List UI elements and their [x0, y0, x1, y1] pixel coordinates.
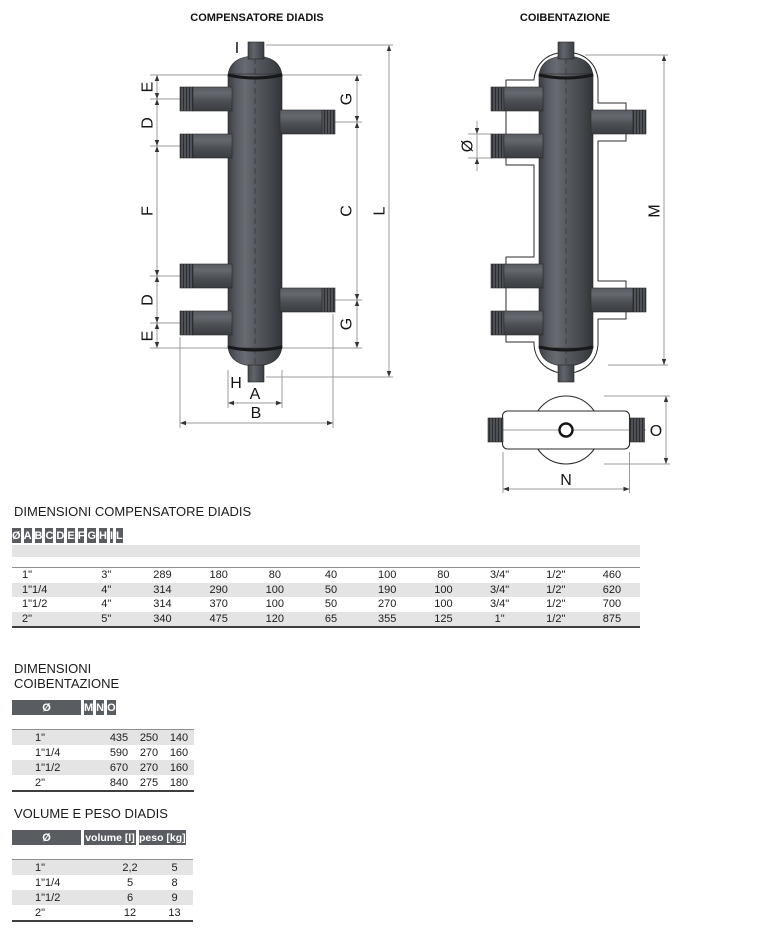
table-row — [12, 775, 194, 790]
table-cell: 6 — [126, 891, 134, 904]
column-header: C — [45, 529, 54, 542]
table-title: DIMENSIONI COIBENTAZIONE — [14, 661, 120, 691]
table-cell: 100 — [265, 583, 285, 596]
table-cell: 270 — [139, 746, 159, 759]
column-header: D — [56, 529, 65, 542]
label-a: A — [249, 386, 261, 403]
table-cell: 2" — [22, 612, 33, 625]
table-cell: 140 — [169, 731, 189, 744]
column-header: volume [l] — [85, 831, 135, 844]
column-header: B — [34, 529, 43, 542]
table-cell: 1"1/2 — [35, 761, 61, 774]
label-m: M — [646, 204, 664, 218]
table-cell: 100 — [378, 569, 397, 582]
table-cell: 50 — [324, 598, 338, 611]
table-cell: 3" — [101, 569, 112, 582]
table-cell: 4" — [101, 583, 112, 596]
table-cell: 1"1/4 — [22, 583, 48, 596]
table-cell: 670 — [109, 761, 129, 774]
table-cell: 250 — [139, 731, 159, 744]
table-cell: 4" — [101, 598, 112, 611]
table-header-row — [12, 700, 194, 715]
table-cell: 2" — [35, 906, 46, 919]
label-diameter: Ø — [459, 139, 477, 153]
table-cell: 2,2 — [122, 861, 138, 874]
table-cell: 340 — [153, 612, 172, 625]
column-header: Ø — [12, 529, 21, 542]
table-cell: 700 — [602, 598, 622, 611]
table-cell: 5" — [101, 612, 112, 625]
table-cell: 3/4" — [489, 598, 510, 611]
table-cell: 13 — [168, 906, 181, 919]
table-cell: 125 — [434, 612, 453, 625]
table-cell: 100 — [434, 583, 453, 596]
table-cell: 40 — [324, 569, 338, 582]
table-cell: 8 — [171, 876, 178, 889]
table-cell: 120 — [265, 612, 285, 625]
table-cell: 590 — [109, 746, 129, 759]
table-body — [12, 567, 640, 628]
table-cell: 290 — [209, 583, 228, 596]
table-cell: 1"1/4 — [35, 746, 61, 759]
label-f: F — [139, 206, 157, 216]
label-b: B — [250, 405, 262, 422]
table-cell: 2" — [35, 776, 46, 789]
label-o: O — [649, 423, 663, 440]
table-cell: 65 — [324, 612, 338, 625]
table-cell: 314 — [153, 598, 172, 611]
table-cell: 275 — [139, 776, 159, 789]
table-cell: 460 — [602, 569, 622, 582]
table-row — [12, 597, 640, 612]
column-header: peso [kg] — [139, 831, 186, 844]
table-cell: 80 — [268, 569, 281, 582]
table-body — [12, 859, 193, 922]
label-e-top: E — [139, 81, 157, 93]
column-header: O — [107, 701, 116, 714]
table-row — [12, 745, 194, 760]
right-vessel — [539, 42, 593, 382]
table-cell: 270 — [139, 761, 159, 774]
table-cell: 160 — [169, 761, 189, 774]
table-cell: 1" — [35, 731, 46, 744]
table-cell: 1/2" — [546, 612, 566, 625]
table-body — [12, 729, 194, 792]
column-header: A — [23, 529, 32, 542]
spacer-band — [12, 545, 640, 557]
right-diagram-title: COIBENTAZIONE — [519, 12, 611, 24]
label-i: I — [234, 40, 240, 57]
center-hole — [560, 424, 573, 437]
left-diagram-title: COMPENSATORE DIADIS — [190, 12, 324, 24]
column-header: Ø — [12, 700, 81, 715]
label-d-bottom: D — [139, 294, 157, 306]
table-cell: 180 — [169, 776, 189, 789]
label-l: L — [371, 206, 389, 216]
table-cell: 314 — [153, 583, 172, 596]
table-cell: 1" — [494, 612, 505, 625]
column-header: F — [77, 529, 85, 542]
label-h: H — [230, 375, 242, 392]
compensatore-diagram — [140, 12, 394, 428]
label-c: C — [338, 205, 356, 217]
label-g-bottom: G — [338, 317, 356, 331]
table-cell: 289 — [153, 569, 172, 582]
table-volume-peso — [12, 806, 193, 922]
top-view — [488, 396, 670, 493]
table-cell: 3/4" — [489, 583, 510, 596]
label-g-top: G — [338, 92, 356, 106]
table-cell: 840 — [109, 776, 129, 789]
table-header-row — [12, 830, 193, 845]
table-row — [12, 875, 193, 890]
table-row — [12, 612, 640, 627]
table-cell: 100 — [434, 598, 453, 611]
table-cell: 1" — [35, 861, 46, 874]
column-header: L — [116, 529, 123, 542]
table-cell: 475 — [209, 612, 228, 625]
table-cell: 1/2" — [546, 569, 566, 582]
column-header: G — [87, 529, 97, 542]
table-cell: 1"1/2 — [22, 598, 48, 611]
table-dimensioni-coibentazione — [12, 661, 194, 792]
label-n: N — [560, 472, 572, 489]
top-view-right-port — [630, 418, 645, 442]
table-row — [12, 760, 194, 775]
column-header: M — [84, 701, 94, 714]
table-title: VOLUME E PESO DIADIS — [14, 806, 168, 821]
column-header: E — [67, 529, 75, 542]
table-cell: 875 — [602, 612, 622, 625]
table-row — [12, 905, 193, 920]
table-title: DIMENSIONI COMPENSATORE DIADIS — [14, 504, 252, 519]
table-dimensioni-compensatore — [12, 504, 640, 628]
table-row — [12, 890, 193, 905]
table-cell: 50 — [324, 583, 338, 596]
table-row — [12, 860, 193, 875]
table-cell: 12 — [123, 906, 137, 919]
table-cell: 180 — [209, 569, 228, 582]
top-port — [248, 42, 264, 59]
table-cell: 270 — [378, 598, 397, 611]
table-cell: 370 — [209, 598, 228, 611]
table-cell: 190 — [378, 583, 397, 596]
column-header: I — [109, 529, 114, 542]
table-row — [12, 568, 640, 583]
label-e-bottom: E — [139, 330, 157, 342]
table-cell: 5 — [126, 876, 134, 889]
table-cell: 1"1/4 — [35, 876, 61, 889]
table-cell: 5 — [171, 861, 178, 874]
column-header: N — [96, 701, 105, 714]
label-d-top: D — [139, 117, 157, 129]
column-header: H — [99, 529, 107, 542]
table-cell: 100 — [265, 598, 285, 611]
top-port — [558, 42, 574, 59]
table-cell: 1" — [22, 569, 33, 582]
column-header: Ø — [12, 830, 81, 845]
bottom-port — [248, 365, 264, 382]
table-row — [12, 583, 640, 598]
top-view-left-port — [488, 418, 503, 442]
table-cell: 355 — [378, 612, 397, 625]
table-cell: 80 — [437, 569, 450, 582]
table-cell: 9 — [171, 891, 178, 904]
table-cell: 1/2" — [546, 598, 566, 611]
table-cell: 1"1/2 — [35, 891, 61, 904]
table-cell: 160 — [169, 746, 189, 759]
table-row — [12, 730, 194, 745]
table-cell: 435 — [109, 731, 129, 744]
table-header-row — [12, 528, 640, 543]
bottom-port — [558, 365, 574, 382]
table-cell: 1/2" — [546, 583, 566, 596]
table-cell: 620 — [602, 583, 622, 596]
coibentazione-diagram — [460, 12, 671, 493]
table-cell: 3/4" — [489, 569, 510, 582]
left-vessel — [228, 42, 282, 382]
